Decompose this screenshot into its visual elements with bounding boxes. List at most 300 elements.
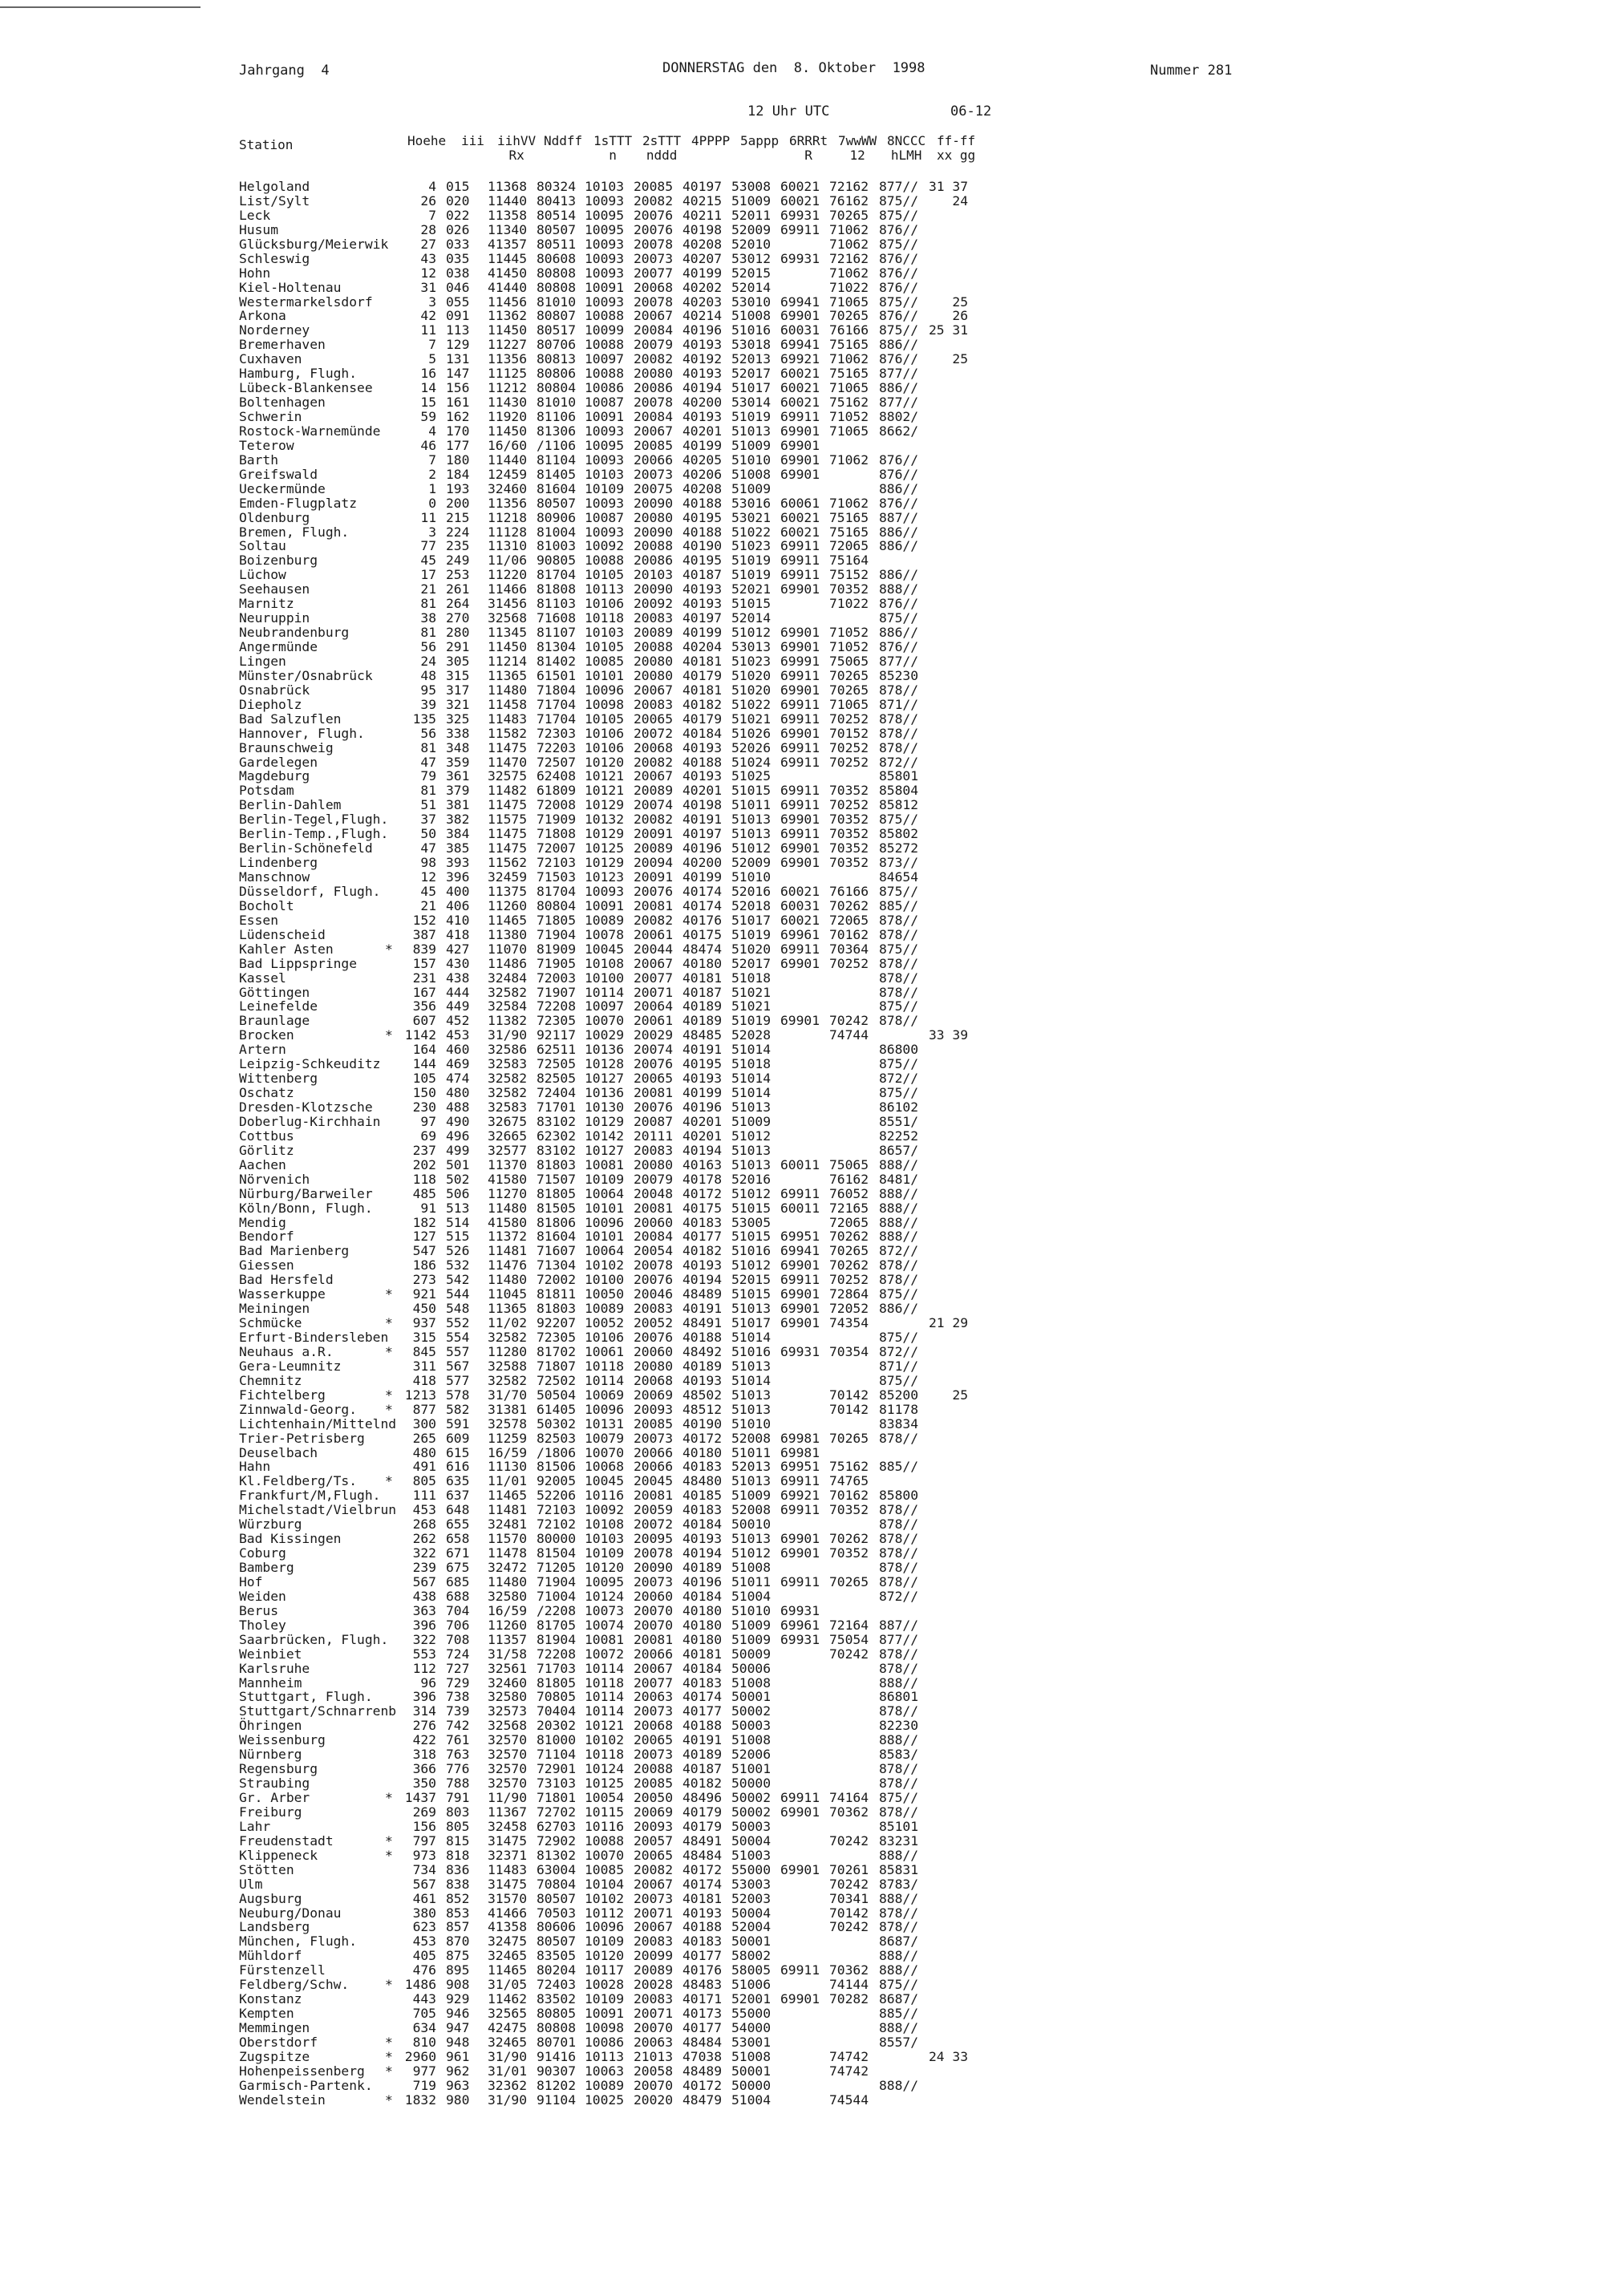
cell-Nddff: 81803 <box>537 1301 577 1317</box>
cell-iihVV: 11575 <box>488 812 528 828</box>
cell-station-height: 443 <box>412 1991 436 2007</box>
cell-6RRRt: 69911 <box>780 1962 820 1978</box>
cell-2sTTT: 20085 <box>634 1776 674 1792</box>
cell-1sTTT: 10121 <box>585 1718 625 1734</box>
cell-2sTTT: 20083 <box>634 1142 674 1158</box>
cell-8NCCC: 886// <box>879 480 919 496</box>
table-row <box>239 209 1282 223</box>
cell-1sTTT: 10113 <box>585 2048 625 2064</box>
cell-5appp: 51021 <box>731 984 772 1000</box>
cell-station-id: 852 <box>446 1890 470 1906</box>
cell-5appp: 50002 <box>731 1790 772 1805</box>
cell-6RRRt: 69961 <box>780 1617 820 1633</box>
cell-station-name: Doberlug-Kirchhain <box>239 1113 381 1129</box>
table-row <box>239 323 1282 338</box>
column-header <box>838 134 877 163</box>
cell-5appp: 51012 <box>731 1128 772 1144</box>
cell-station-height: 144 <box>412 1056 436 1072</box>
cell-7wwWW: 70142 <box>829 1905 869 1921</box>
cell-5appp: 51013 <box>731 1401 772 1417</box>
cell-7wwWW: 71062 <box>829 452 869 468</box>
cell-iihVV: 32583 <box>488 1099 528 1115</box>
cell-8NCCC: 873// <box>879 855 919 871</box>
cell-1sTTT: 10079 <box>585 1430 625 1446</box>
table-row <box>239 1834 1282 1849</box>
cell-2sTTT: 20070 <box>634 2020 674 2035</box>
cell-4PPPP: 48496 <box>683 1790 723 1805</box>
cell-2sTTT: 20088 <box>634 1761 674 1777</box>
cell-station-name: Brocken <box>239 1027 294 1043</box>
cell-1sTTT: 10093 <box>585 250 625 266</box>
table-row <box>239 1776 1282 1791</box>
cell-1sTTT: 10117 <box>585 1962 625 1978</box>
cell-iihVV: 11218 <box>488 509 528 525</box>
cell-7wwWW: 75162 <box>829 1459 869 1475</box>
cell-Nddff: 80701 <box>537 2034 577 2050</box>
cell-4PPPP: 40184 <box>683 1660 723 1676</box>
cell-5appp: 50002 <box>731 1804 772 1820</box>
table-row <box>239 1129 1282 1144</box>
cell-station-id: 616 <box>446 1459 470 1475</box>
table-row <box>239 2006 1282 2021</box>
cell-iihVV: 42475 <box>488 2020 528 2035</box>
cell-5appp: 51015 <box>731 596 772 612</box>
cell-5appp: 51004 <box>731 2092 772 2108</box>
cell-station-id: 449 <box>446 998 470 1014</box>
column-header-label: 7wwWW <box>838 133 877 148</box>
cell-wind-gust: 31 37 <box>929 179 969 194</box>
cell-6RRRt: 69901 <box>780 452 820 468</box>
table-row <box>239 1388 1282 1403</box>
cell-Nddff: 70503 <box>537 1905 577 1921</box>
cell-6RRRt: 69901 <box>780 855 820 871</box>
cell-2sTTT: 20094 <box>634 855 674 871</box>
cell-station-id: 264 <box>446 596 470 612</box>
cell-4PPPP: 40183 <box>683 1459 723 1475</box>
cell-station-height: 366 <box>412 1761 436 1777</box>
cell-Nddff: 70805 <box>537 1689 577 1705</box>
cell-5appp: 51009 <box>731 1631 772 1647</box>
cell-station-name: Stötten <box>239 1861 294 1877</box>
cell-4PPPP: 40172 <box>683 1185 723 1201</box>
cell-Nddff: 81107 <box>537 625 577 641</box>
cell-2sTTT: 20081 <box>634 897 674 913</box>
cell-station-name: Soltau <box>239 538 286 554</box>
cell-station-name: Öhringen <box>239 1718 302 1734</box>
cell-iihVV: 32568 <box>488 1718 528 1734</box>
cell-iihVV: 11470 <box>488 754 528 770</box>
cell-station-id: 317 <box>446 682 470 698</box>
table-row <box>239 482 1282 496</box>
cell-5appp: 51013 <box>731 1156 772 1172</box>
cell-4PPPP: 40192 <box>683 351 723 367</box>
cell-iihVV: 41440 <box>488 279 528 295</box>
cell-5appp: 51014 <box>731 1071 772 1087</box>
cell-4PPPP: 40215 <box>683 192 723 209</box>
cell-station-height: 1 <box>428 480 436 496</box>
cell-station-name: Nörvenich <box>239 1171 310 1187</box>
cell-2sTTT: 20067 <box>634 1876 674 1892</box>
cell-Nddff: 62703 <box>537 1818 577 1834</box>
cell-station-height: 27 <box>420 236 436 252</box>
cell-1sTTT: 10096 <box>585 682 625 698</box>
cell-6RRRt: 69911 <box>780 941 820 957</box>
cell-1sTTT: 10102 <box>585 1890 625 1906</box>
cell-iihVV: 32583 <box>488 1056 528 1072</box>
cell-5appp: 51017 <box>731 1315 772 1331</box>
cell-7wwWW: 76166 <box>829 322 869 338</box>
cell-station-name: Leck <box>239 207 271 223</box>
table-row <box>239 1158 1282 1172</box>
cell-station-id: 685 <box>446 1573 470 1589</box>
cell-Nddff: 72003 <box>537 970 577 986</box>
column-header-sublabel: Rx <box>508 148 525 163</box>
cell-station-id: 033 <box>446 236 470 252</box>
table-row <box>239 1949 1282 1963</box>
cell-7wwWW: 70265 <box>829 1430 869 1446</box>
cell-station-id: 961 <box>446 2048 470 2064</box>
cell-1sTTT: 10120 <box>585 1948 625 1964</box>
cell-6RRRt: 69981 <box>780 1430 820 1446</box>
cell-station-name: Erfurt-Bindersleben <box>239 1330 389 1345</box>
cell-5appp: 51014 <box>731 1330 772 1345</box>
cell-iihVV: 32582 <box>488 1330 528 1345</box>
cell-1sTTT: 10096 <box>585 1401 625 1417</box>
cell-iihVV: 11920 <box>488 409 528 424</box>
cell-station-name: Kempten <box>239 2006 294 2022</box>
cell-iihVV: 31475 <box>488 1876 528 1892</box>
table-row <box>239 913 1282 928</box>
cell-iihVV: 11465 <box>488 1962 528 1978</box>
column-header-sublabel: nddd <box>646 148 678 163</box>
cell-8NCCC: 876// <box>879 279 919 295</box>
cell-5appp: 51010 <box>731 1602 772 1618</box>
cell-6RRRt: 69931 <box>780 1343 820 1359</box>
cell-station-id: 578 <box>446 1387 470 1403</box>
cell-4PPPP: 40183 <box>683 1502 723 1518</box>
cell-Nddff: 81202 <box>537 2077 577 2093</box>
cell-8NCCC: 876// <box>879 221 919 237</box>
cell-1sTTT: 10088 <box>585 553 625 569</box>
cell-Nddff: 72007 <box>537 840 577 856</box>
cell-station-height: 485 <box>412 1185 436 1201</box>
station-table <box>239 180 1282 2108</box>
cell-2sTTT: 20090 <box>634 524 674 540</box>
table-row <box>239 626 1282 640</box>
cell-Nddff: 90805 <box>537 553 577 569</box>
cell-2sTTT: 20076 <box>634 1056 674 1072</box>
cell-station-name: Deuselbach <box>239 1444 318 1460</box>
table-row <box>239 539 1282 553</box>
cell-station-id: 532 <box>446 1257 470 1274</box>
cell-1sTTT: 10064 <box>585 1243 625 1259</box>
cell-4PPPP: 40185 <box>683 1488 723 1504</box>
table-row <box>239 1028 1282 1043</box>
column-header-label: Station <box>239 137 294 152</box>
cell-iihVV: 11365 <box>488 1301 528 1317</box>
cell-8NCCC: 878// <box>879 1272 919 1288</box>
cell-1sTTT: 10089 <box>585 2077 625 2093</box>
cell-station-height: 3 <box>428 524 436 540</box>
cell-1sTTT: 10124 <box>585 1588 625 1604</box>
cell-station-name: Kiel-Holtenau <box>239 279 342 295</box>
cell-4PPPP: 40193 <box>683 1257 723 1274</box>
table-row <box>239 2079 1282 2093</box>
cell-Nddff: 70804 <box>537 1876 577 1892</box>
cell-station-height: 480 <box>412 1444 436 1460</box>
cell-iihVV: 11260 <box>488 1617 528 1633</box>
cell-4PPPP: 40172 <box>683 1861 723 1877</box>
cell-Nddff: 71704 <box>537 711 577 727</box>
cell-station-name: Berlin-Tegel,Flugh. <box>239 812 389 828</box>
cell-4PPPP: 40188 <box>683 1919 723 1935</box>
cell-station-id: 193 <box>446 480 470 496</box>
cell-station-id: 438 <box>446 970 470 986</box>
table-row <box>239 741 1282 755</box>
cell-iihVV: 11486 <box>488 955 528 971</box>
cell-4PPPP: 40199 <box>683 869 723 885</box>
table-row <box>239 654 1282 669</box>
cell-station-name: Coburg <box>239 1545 286 1561</box>
cell-station-height: 231 <box>412 970 436 986</box>
cell-8NCCC: 877// <box>879 395 919 411</box>
cell-4PPPP: 40177 <box>683 1703 723 1719</box>
cell-iihVV: 31/01 <box>488 2063 528 2079</box>
column-header-label: ff-ff <box>937 133 976 148</box>
cell-1sTTT: 10109 <box>585 480 625 496</box>
column-header <box>497 134 536 163</box>
cell-Nddff: 81705 <box>537 1617 577 1633</box>
cell-8NCCC: 8687/ <box>879 1991 919 2007</box>
table-row <box>239 1877 1282 1892</box>
cell-7wwWW: 71062 <box>829 351 869 367</box>
cell-station-height: 45 <box>420 553 436 569</box>
table-row <box>239 1172 1282 1187</box>
cell-5appp: 51009 <box>731 1488 772 1504</box>
cell-station-name: Ulm <box>239 1876 263 1892</box>
cell-Nddff: 62408 <box>537 768 577 784</box>
cell-iihVV: 32568 <box>488 610 528 626</box>
cell-1sTTT: 10114 <box>585 1703 625 1719</box>
table-row <box>239 769 1282 784</box>
table-row <box>239 669 1282 683</box>
cell-5appp: 51021 <box>731 998 772 1014</box>
table-row <box>239 1258 1282 1273</box>
cell-8NCCC: 878// <box>879 1776 919 1792</box>
table-row <box>239 1517 1282 1532</box>
cell-7wwWW: 75065 <box>829 1156 869 1172</box>
cell-4PPPP: 40177 <box>683 1948 723 1964</box>
table-row <box>239 1503 1282 1517</box>
cell-4PPPP: 40190 <box>683 1415 723 1431</box>
cell-6RRRt: 69901 <box>780 1257 820 1274</box>
cell-8NCCC: 876// <box>879 495 919 511</box>
cell-1sTTT: 10114 <box>585 1689 625 1705</box>
cell-6RRRt: 69901 <box>780 423 820 439</box>
cell-station-name: Emden-Flugplatz <box>239 495 358 511</box>
cell-4PPPP: 40191 <box>683 812 723 828</box>
cell-4PPPP: 48502 <box>683 1387 723 1403</box>
cell-iihVV: 11465 <box>488 912 528 928</box>
cell-1sTTT: 10124 <box>585 1761 625 1777</box>
cell-station-id: 582 <box>446 1401 470 1417</box>
cell-5appp: 52017 <box>731 366 772 382</box>
cell-7wwWW: 70242 <box>829 1832 869 1849</box>
cell-station-id: 430 <box>446 955 470 971</box>
cell-8NCCC: 888// <box>879 1185 919 1201</box>
cell-station-id: 162 <box>446 409 470 424</box>
cell-2sTTT: 20067 <box>634 1660 674 1676</box>
cell-station-height: 4 <box>428 423 436 439</box>
cell-4PPPP: 40194 <box>683 380 723 396</box>
cell-Nddff: 72103 <box>537 855 577 871</box>
cell-7wwWW: 76052 <box>829 1185 869 1201</box>
cell-station-id: 215 <box>446 509 470 525</box>
cell-station-id: 161 <box>446 395 470 411</box>
cell-5appp: 51013 <box>731 826 772 842</box>
cell-Nddff: 83502 <box>537 1991 577 2007</box>
cell-Nddff: 72208 <box>537 998 577 1014</box>
cell-station-name: Saarbrücken, Flugh. <box>239 1631 389 1647</box>
cell-2sTTT: 20067 <box>634 1919 674 1935</box>
cell-6RRRt: 69911 <box>780 696 820 712</box>
table-row <box>239 281 1282 295</box>
table-row <box>239 928 1282 942</box>
cell-mountain-marker: * <box>385 1847 393 1863</box>
cell-station-id: 235 <box>446 538 470 554</box>
cell-Nddff: 81604 <box>537 480 577 496</box>
cell-5appp: 51017 <box>731 380 772 396</box>
cell-5appp: 52001 <box>731 1991 772 2007</box>
cell-7wwWW: 70162 <box>829 926 869 942</box>
cell-iihVV: 11212 <box>488 380 528 396</box>
cell-4PPPP: 40191 <box>683 1042 723 1058</box>
cell-Nddff: 50302 <box>537 1415 577 1431</box>
cell-station-height: 186 <box>412 1257 436 1274</box>
cell-iihVV: 32570 <box>488 1732 528 1748</box>
cell-iihVV: 32481 <box>488 1516 528 1533</box>
cell-6RRRt: 60021 <box>780 509 820 525</box>
table-row <box>239 1733 1282 1747</box>
cell-Nddff: /1806 <box>537 1444 577 1460</box>
cell-iihVV: 11270 <box>488 1185 528 1201</box>
cell-station-id: 046 <box>446 279 470 295</box>
cell-station-id: 129 <box>446 337 470 353</box>
cell-4PPPP: 40174 <box>683 1876 723 1892</box>
cell-Nddff: 80813 <box>537 351 577 367</box>
cell-iihVV: 11440 <box>488 452 528 468</box>
cell-7wwWW: 70265 <box>829 1243 869 1259</box>
table-row <box>239 1978 1282 1992</box>
cell-station-id: 359 <box>446 754 470 770</box>
cell-Nddff: 92005 <box>537 1473 577 1489</box>
cell-station-height: 491 <box>412 1459 436 1475</box>
cell-4PPPP: 40208 <box>683 236 723 252</box>
cell-station-height: 105 <box>412 1071 436 1087</box>
cell-6RRRt: 69921 <box>780 1488 820 1504</box>
cell-1sTTT: 10070 <box>585 1444 625 1460</box>
cell-2sTTT: 20086 <box>634 380 674 396</box>
cell-iihVV: 11482 <box>488 783 528 799</box>
cell-station-id: 488 <box>446 1099 470 1115</box>
cell-station-height: 269 <box>412 1804 436 1820</box>
cell-station-id: 514 <box>446 1214 470 1230</box>
table-row <box>239 468 1282 482</box>
cell-station-name: Lingen <box>239 653 286 669</box>
cell-station-id: 838 <box>446 1876 470 1892</box>
cell-2sTTT: 20078 <box>634 236 674 252</box>
column-header-label: 4PPPP <box>691 133 731 148</box>
cell-station-id: 280 <box>446 625 470 641</box>
cell-4PPPP: 48489 <box>683 1286 723 1302</box>
cell-7wwWW: 71062 <box>829 495 869 511</box>
cell-4PPPP: 40199 <box>683 265 723 281</box>
cell-Nddff: 72305 <box>537 1013 577 1029</box>
cell-2sTTT: 20076 <box>634 221 674 237</box>
cell-Nddff: 81104 <box>537 452 577 468</box>
cell-station-height: 3 <box>428 294 436 310</box>
cell-2sTTT: 20093 <box>634 1818 674 1834</box>
cell-station-height: 2960 <box>404 2048 436 2064</box>
cell-station-id: 131 <box>446 351 470 367</box>
cell-4PPPP: 40193 <box>683 366 723 382</box>
cell-station-height: 396 <box>412 1689 436 1705</box>
cell-5appp: 51017 <box>731 912 772 928</box>
cell-5appp: 50000 <box>731 2077 772 2093</box>
cell-2sTTT: 20090 <box>634 581 674 597</box>
cell-8NCCC: 8551/ <box>879 1113 919 1129</box>
cell-station-id: 658 <box>446 1531 470 1547</box>
cell-8NCCC: 885// <box>879 897 919 913</box>
cell-station-height: 453 <box>412 1502 436 1518</box>
cell-iihVV: 11125 <box>488 366 528 382</box>
cell-Nddff: /1106 <box>537 437 577 453</box>
cell-1sTTT: 10101 <box>585 1229 625 1245</box>
cell-station-id: 671 <box>446 1545 470 1561</box>
cell-2sTTT: 20077 <box>634 1674 674 1691</box>
cell-6RRRt: 60021 <box>780 179 820 194</box>
cell-station-name: Bad Hersfeld <box>239 1272 334 1288</box>
cell-7wwWW: 70252 <box>829 1272 869 1288</box>
cell-2sTTT: 20078 <box>634 1257 674 1274</box>
cell-station-name: Hamburg, Flugh. <box>239 366 358 382</box>
cell-Nddff: 71805 <box>537 912 577 928</box>
cell-mountain-marker: * <box>385 1790 393 1805</box>
cell-station-height: 634 <box>412 2020 436 2035</box>
cell-5appp: 53005 <box>731 1214 772 1230</box>
cell-5appp: 52014 <box>731 610 772 626</box>
cell-4PPPP: 40193 <box>683 1531 723 1547</box>
cell-4PPPP: 40189 <box>683 1358 723 1374</box>
cell-8NCCC: 85831 <box>879 1861 919 1877</box>
cell-8NCCC: 888// <box>879 1200 919 1216</box>
cell-station-height: 38 <box>420 610 436 626</box>
cell-station-id: 637 <box>446 1488 470 1504</box>
cell-5appp: 51013 <box>731 423 772 439</box>
cell-1sTTT: 10118 <box>585 1358 625 1374</box>
cell-8NCCC: 878// <box>879 711 919 727</box>
table-row <box>239 1244 1282 1258</box>
cell-2sTTT: 20067 <box>634 423 674 439</box>
cell-4PPPP: 40187 <box>683 1761 723 1777</box>
cell-station-name: Landsberg <box>239 1919 310 1935</box>
cell-2sTTT: 20059 <box>634 1502 674 1518</box>
cell-2sTTT: 20084 <box>634 1229 674 1245</box>
cell-8NCCC: 875// <box>879 610 919 626</box>
cell-station-name: München, Flugh. <box>239 1934 358 1950</box>
cell-5appp: 52018 <box>731 897 772 913</box>
cell-8NCCC: 85802 <box>879 826 919 842</box>
